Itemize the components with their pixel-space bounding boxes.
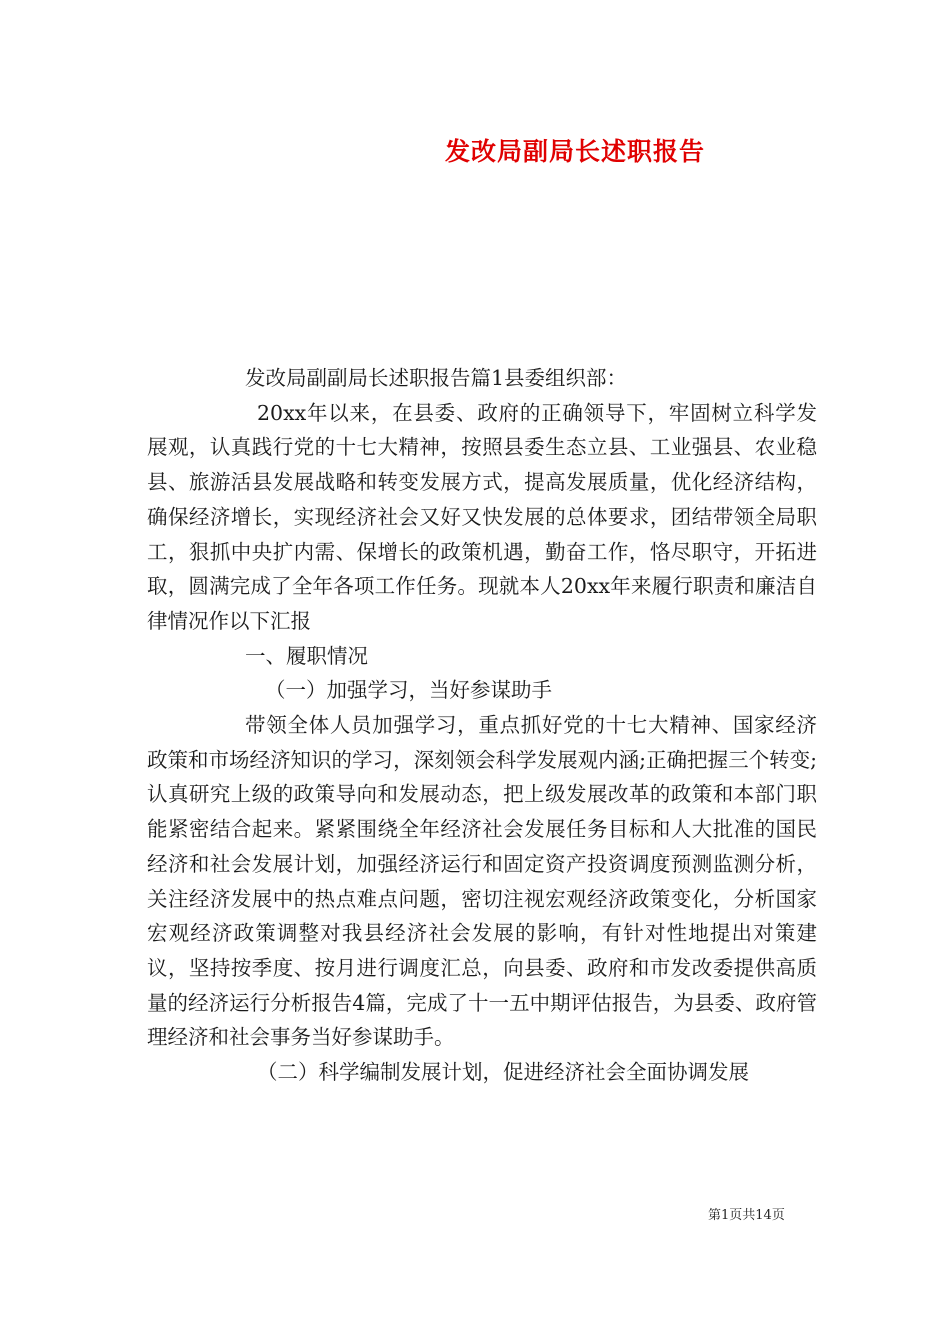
section-heading: 一、履职情况 [245,643,368,668]
document-body [147,361,817,1090]
document-title: 发改局副局长述职报告 [444,137,705,166]
subsection-heading-2: （二）科学编制发展计划，促进经济社会全面协调发展 [257,1060,749,1085]
paragraph-salutation: 发改局副副局长述职报告篇1县委组织部： [245,366,628,390]
paragraph-intro: 20xx年以来，在县委、政府的正确领导下，牢固树立科学发展观，认真践行党的十七大精神，按照县委生态立县、工业强县、农业稳县、旅游活县发展战略和转变发展方式，提高发展质量，优化经济结构，确保经济增长，实现经济社会又好又快发展的总体要求，团结带领全局职工，狠抓中央扩内需、保增长的政策机遇，勤奋工作，恪尽职守，开拓进取，圆满完成了全年各项工作任务。现就本人20xx年来履行职责和廉洁自律情况作以下汇报 [147,400,817,633]
paragraph-study: 带领全体人员加强学习，重点抓好党的十七大精神、国家经济政策和市场经济知识的学习，深刻领会科学发展观内涵;正确把握三个转变;认真研究上级的政策导向和发展动态，把上级发展改革的政策和本部门职能紧密结合起来。紧紧围绕全年经济社会发展任务目标和人大批准的国民经济和社会发展计划，加强经济运行和固定资产投资调度预测监测分析，关注经济发展中的热点难点问题，密切注视宏观经济政策变化，分析国家宏观经济政策调整对我县经济社会发展的影响，有针对性地提出对策建议，坚持按季度、按月进行调度汇总，向县委、政府和市发改委提供高质量的经济运行分析报告4篇，完成了十一五中期评估报告，为县委、政府管理经济和社会事务当好参谋助手。 [147,713,817,1050]
subsection-heading-1: （一）加强学习，当好参谋助手 [265,678,552,703]
page-number: 第1页共14页 [708,1208,785,1223]
